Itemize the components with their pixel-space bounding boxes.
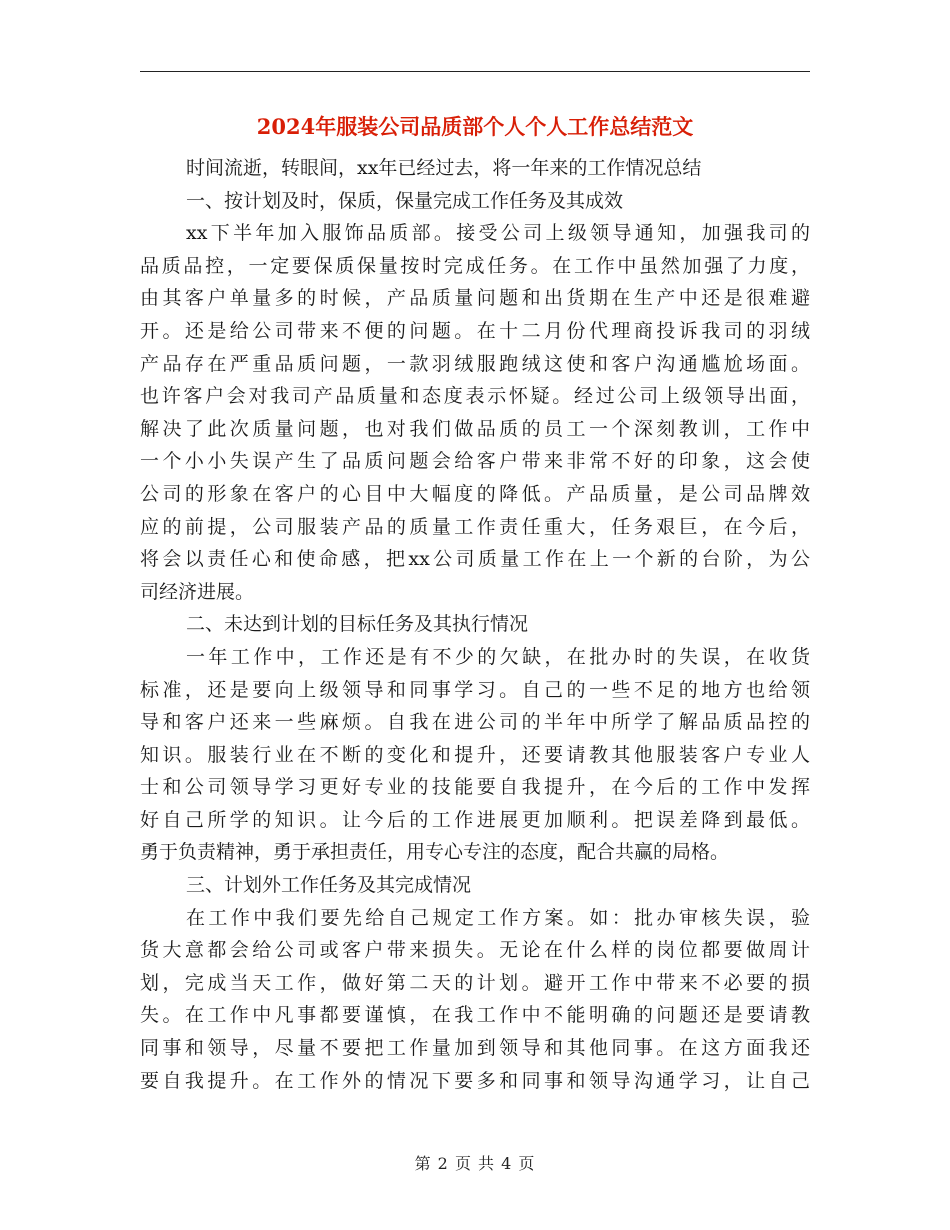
text-line: 解决了此次质量问题，也对我们做品质的员工一个深刻教训，工作中 xyxy=(140,417,810,440)
text-line: 货大意都会给公司或客户带来损失。无论在什么样的岗位都要做周计 xyxy=(140,939,810,962)
text-line: 标准，还是要向上级领导和同事学习。自己的一些不足的地方也给领 xyxy=(140,678,810,701)
document-body xyxy=(140,152,810,1097)
text-line: xx下半年加入服饰品质部。接受公司上级领导通知，加强我司的 xyxy=(186,222,810,245)
text-line: 导和客户还来一些麻烦。自我在进公司的半年中所学了解品质品控的 xyxy=(140,711,810,734)
text-line: 三、计划外工作任务及其完成情况 xyxy=(186,874,472,897)
text-line: 一个小小失误产生了品质问题会给客户带来非常不好的印象，这会使 xyxy=(140,450,810,473)
text-line: 知识。服装行业在不断的变化和提升，还要请教其他服装客户专业人 xyxy=(140,743,810,766)
text-line: 要自我提升。在工作外的情况下要多和同事和领导沟通学习，让自己 xyxy=(140,1069,810,1092)
text-line: 一、按计划及时，保质，保量完成工作任务及其成效 xyxy=(186,189,624,212)
text-line: 由其客户单量多的时候，产品质量问题和出货期在生产中还是很难避 xyxy=(140,287,810,310)
text-line: 也许客户会对我司产品质量和态度表示怀疑。经过公司上级领导出面， xyxy=(140,385,810,408)
text-line: 同事和领导，尽量不要把工作量加到领导和其他同事。在这方面我还 xyxy=(140,1037,810,1060)
text-line: 二、未达到计划的目标任务及其执行情况 xyxy=(186,613,529,636)
text-line: 公司的形象在客户的心目中大幅度的降低。产品质量，是公司品牌效 xyxy=(140,482,810,505)
text-line: 好自己所学的知识。让今后的工作进展更加顺利。把误差降到最低。 xyxy=(140,808,810,831)
text-line: 将会以责任心和使命感，把xx公司质量工作在上一个新的台阶，为公 xyxy=(140,548,810,571)
text-line: 品质品控，一定要保质保量按时完成任务。在工作中虽然加强了力度， xyxy=(140,254,810,277)
text-line: 司经济进展。 xyxy=(140,580,255,603)
text-line: 在工作中我们要先给自己规定工作方案。如：批办审核失误，验 xyxy=(186,906,810,929)
text-line: 时间流逝，转眼间，xx年已经过去，将一年来的工作情况总结 xyxy=(186,157,702,179)
document-title: 2024年服装公司品质部个人个人工作总结范文 xyxy=(256,114,694,139)
text-line: 失。在工作中凡事都要谨慎，在我工作中不能明确的问题还是要请教 xyxy=(140,1004,810,1027)
text-line: 产品存在严重品质问题，一款羽绒服跑绒这使和客户沟通尴尬场面。 xyxy=(140,352,810,375)
text-line: 应的前提，公司服装产品的质量工作责任重大，任务艰巨，在今后， xyxy=(140,515,810,538)
text-line: 士和公司领导学习更好专业的技能要自我提升，在今后的工作中发挥 xyxy=(140,776,810,799)
text-line: 一年工作中，工作还是有不少的欠缺，在批办时的失误，在收货 xyxy=(186,645,810,668)
header-rule xyxy=(140,71,810,72)
page-number: 第 2 页 共 4 页 xyxy=(414,1154,536,1173)
text-line: 划，完成当天工作，做好第二天的计划。避开工作中带来不必要的损 xyxy=(140,971,810,994)
text-line: 勇于负责精神，勇于承担责任，用专心专注的态度，配合共赢的局格。 xyxy=(140,841,730,864)
text-line: 开。还是给公司带来不便的问题。在十二月份代理商投诉我司的羽绒 xyxy=(140,319,810,342)
